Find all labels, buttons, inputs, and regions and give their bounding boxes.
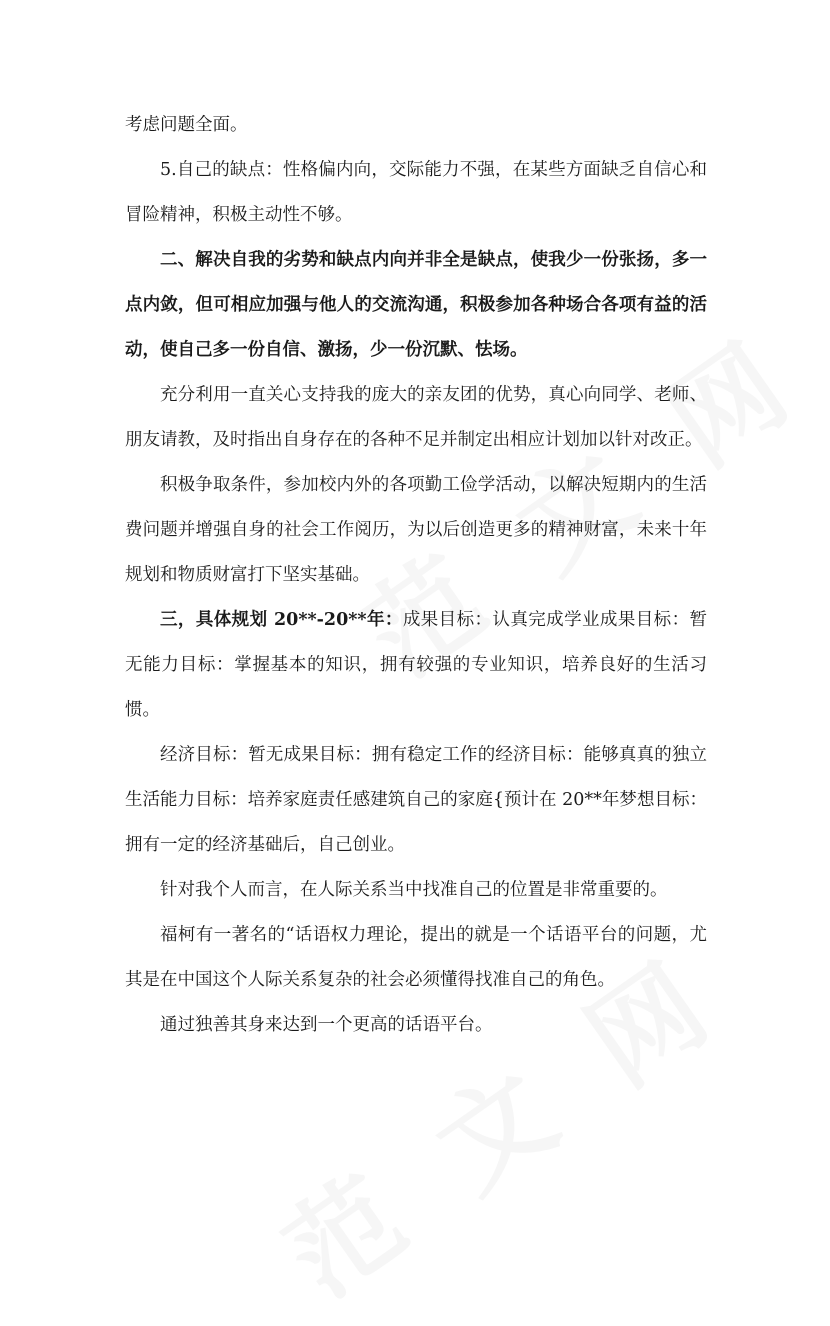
paragraph-3-heading [125,238,707,373]
paragraph-text: 考虑问题全面。 [125,115,248,135]
paragraph-8 [125,868,707,913]
paragraph-6 [125,598,707,733]
paragraph-5 [125,463,707,598]
section-heading-two: 二、解决自我的劣势和缺点内向并非全是缺点，使我少一份张扬，多一点内敛，但可相应加强与他人的交流沟通，积极参加各种场合各项有益的活动，使自己多一份自信、激扬，少一份沉默、怯场。 [125,250,707,360]
paragraph-4 [125,373,707,463]
paragraph-text: 充分利用一直关心支持我的庞大的亲友团的优势，真心向同学、老师、朋友请教，及时指出自身存在的各种不足并制定出相应计划加以针对改正。 [125,385,707,450]
paragraph-text: 积极争取条件，参加校内外的各项勤工俭学活动，以解决短期内的生活费问题并增强自身的社会工作阅历，为以后创造更多的精神财富，未来十年规划和物质财富打下坚实基础。 [125,475,707,585]
paragraph-text: 针对我个人而言，在人际关系当中找准自己的位置是非常重要的。 [160,880,668,900]
paragraph-7 [125,733,707,868]
paragraph-text: 经济目标：暂无成果目标：拥有稳定工作的经济目标：能够真真的独立生活能力目标：培养家庭责任感建筑自己的家庭{预计在 20**年梦想目标：拥有一定的经济基础后，自己创业。 [125,745,707,855]
paragraph-text: 5.自己的缺点：性格偏内向，交际能力不强，在某些方面缺乏自信心和冒险精神，积极主动性不够。 [125,160,707,225]
paragraph-text: 成果目标：认真完成学业成果目标：暂无能力目标：掌握基本的知识，拥有较强的专业知识，培养良好的生活习惯。 [125,610,708,720]
paragraph-9 [125,913,707,1003]
section-heading-three: 三，具体规划 20**-20**年： [160,610,403,630]
paragraph-1 [125,103,707,148]
paragraph-text: 通过独善其身来达到一个更高的话语平台。 [160,1015,493,1035]
paragraph-2 [125,148,707,238]
paragraph-text: 福柯有一著名的“话语权力理论，提出的就是一个话语平台的问题，尤其是在中国这个人际关系复杂的社会必须懂得找准自己的角色。 [125,925,707,990]
document-body [125,103,707,1048]
paragraph-10 [125,1003,707,1048]
